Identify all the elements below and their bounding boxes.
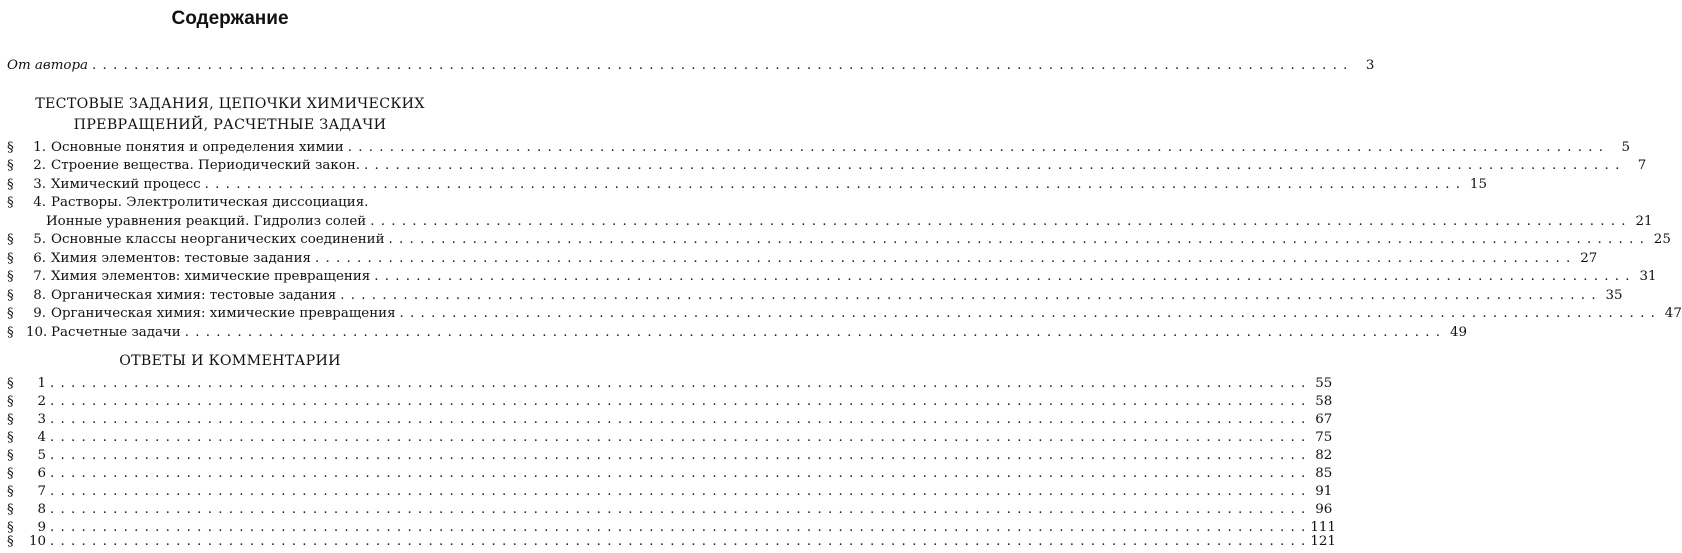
section-sign: § <box>7 394 14 409</box>
entry-label: От автора <box>7 58 89 73</box>
toc-entry[interactable] <box>7 251 1598 270</box>
toc-entry[interactable] <box>7 140 1631 159</box>
entry-label: Основные понятия и определения химии <box>51 140 344 155</box>
dot-leader: . . . . . . . . . . . . . . . . . . . . . . . . . . . . . . . . . . . . . . . . . . . . . . . . . . . . . . . . . . . . . . . . . . . . . . . . . . . . . . . . . . . . . . . . . . . . . . . . . . . . . . . . . . . . . . . . . . . . . . . . <box>314 251 1572 266</box>
entry-number: 8. <box>33 288 46 303</box>
entry-label: Органическая химия: тестовые задания <box>51 288 337 303</box>
entry-page: 47 <box>1664 306 1682 321</box>
entry-page: 91 <box>1315 484 1333 499</box>
toc-entry[interactable] <box>7 484 1333 503</box>
dot-leader: . . . . . . . . . . . . . . . . . . . . . . . . . . . . . . . . . . . . . . . . . . . . . . . . . . . . . . . . . . . . . . . . . . . . . . . . . . . . . . . . . . . . . . . . . . . . . . . . . . . . . . . . . . . . . . . . . . . . . . . . <box>184 325 1442 340</box>
entry-label: Ионные уравнения реакций. Гидролиз солей <box>46 214 367 229</box>
toc-entry[interactable] <box>7 394 1333 413</box>
entry-page: 75 <box>1315 430 1333 445</box>
section-sign: § <box>7 288 14 303</box>
entry-number: 2. <box>33 158 46 173</box>
section-sign: § <box>7 502 14 517</box>
toc-entry-preface[interactable] <box>7 58 1375 77</box>
dot-leader: . . . . . . . . . . . . . . . . . . . . . . . . . . . . . . . . . . . . . . . . . . . . . . . . . . . . . . . . . . . . . . . . . . . . . . . . . . . . . . . . . . . . . . . . . . . . . . . . . . . . . . . . . . . . . . . . . . . . . . . . <box>50 394 1307 409</box>
dot-leader: . . . . . . . . . . . . . . . . . . . . . . . . . . . . . . . . . . . . . . . . . . . . . . . . . . . . . . . . . . . . . . . . . . . . . . . . . . . . . . . . . . . . . . . . . . . . . . . . . . . . . . . . . . . . . . . . . . . . . . . . <box>50 448 1307 463</box>
toc-entry[interactable] <box>7 412 1333 431</box>
toc-entry[interactable] <box>7 430 1333 449</box>
entry-page: 35 <box>1605 288 1623 303</box>
section-sign: § <box>7 177 14 192</box>
toc-entry[interactable] <box>7 177 1487 196</box>
section-sign: § <box>7 412 14 427</box>
section-sign: § <box>7 520 14 535</box>
entry-number: 4. <box>33 195 46 210</box>
section-sign: § <box>7 232 14 247</box>
dot-leader: . . . . . . . . . . . . . . . . . . . . . . . . . . . . . . . . . . . . . . . . . . . . . . . . . . . . . . . . . . . . . . . . . . . . . . . . . . . . . . . . . . . . . . . . . . . . . . . . . . . . . . . . . . . . . . . . . . . . . . . . <box>374 269 1631 284</box>
page-title: Содержание <box>171 8 289 29</box>
entry-number: 9 <box>37 520 46 535</box>
entry-page: 67 <box>1315 412 1333 427</box>
section-sign: § <box>7 376 14 391</box>
section-sign: § <box>7 306 14 321</box>
toc-entry[interactable] <box>7 232 1671 251</box>
dot-leader: . . . . . . . . . . . . . . . . . . . . . . . . . . . . . . . . . . . . . . . . . . . . . . . . . . . . . . . . . . . . . . . . . . . . . . . . . . . . . . . . . . . . . . . . . . . . . . . . . . . . . . . . . . . . . . . . . . . . . . . . <box>50 412 1307 427</box>
entry-number: 9. <box>33 306 46 321</box>
dot-leader: . . . . . . . . . . . . . . . . . . . . . . . . . . . . . . . . . . . . . . . . . . . . . . . . . . . . . . . . . . . . . . . . . . . . . . . . . . . . . . . . . . . . . . . . . . . . . . . . . . . . . . . . . . . . . . . . . . . . . . . . <box>50 502 1307 517</box>
entry-number: 8 <box>37 502 46 517</box>
dot-leader: . . . . . . . . . . . . . . . . . . . . . . . . . . . . . . . . . . . . . . . . . . . . . . . . . . . . . . . . . . . . . . . . . . . . . . . . . . . . . . . . . . . . . . . . . . . . . . . . . . . . . . . . . . . . . . . . . . . . . . . . <box>399 306 1656 321</box>
toc-entry[interactable] <box>7 288 1623 307</box>
entry-number: 2 <box>37 394 46 409</box>
toc-entry-continuation[interactable] <box>46 214 1653 233</box>
entry-number: 1. <box>33 140 46 155</box>
dot-leader: . . . . . . . . . . . . . . . . . . . . . . . . . . . . . . . . . . . . . . . . . . . . . . . . . . . . . . . . . . . . . . . . . . . . . . . . . . . . . . . . . . . . . . . . . . . . . . . . . . . . . . . . . . . . . . . . . . . . . . . . <box>50 484 1307 499</box>
entry-label: Строение вещества. Периодический закон. <box>51 158 361 173</box>
dot-leader: . . . . . . . . . . . . . . . . . . . . . . . . . . . . . . . . . . . . . . . . . . . . . . . . . . . . . . . . . . . . . . . . . . . . . . . . . . . . . . . . . . . . . . . . . . . . . . . . . . . . . . . . . . . . . . . . . . . . . . . . <box>204 177 1461 192</box>
dot-leader: . . . . . . . . . . . . . . . . . . . . . . . . . . . . . . . . . . . . . . . . . . . . . . . . . . . . . . . . . . . . . . . . . . . . . . . . . . . . . . . . . . . . . . . . . . . . . . . . . . . . . . . . . . . . . . . . . . . . . . . . <box>364 158 1621 173</box>
entry-number: 3 <box>37 412 46 427</box>
entry-number: 5 <box>37 448 46 463</box>
entry-page: 82 <box>1315 448 1333 463</box>
section-sign: § <box>7 195 14 210</box>
section-heading-answers <box>0 351 460 372</box>
entry-page: 49 <box>1450 325 1468 340</box>
dot-leader: . . . . . . . . . . . . . . . . . . . . . . . . . . . . . . . . . . . . . . . . . . . . . . . . . . . . . . . . . . . . . . . . . . . . . . . . . . . . . . . . . . . . . . . . . . . . . . . . . . . . . . . . . . . . . . . . . . . . . . . . <box>388 232 1645 247</box>
section-sign: § <box>7 158 14 173</box>
dot-leader: . . . . . . . . . . . . . . . . . . . . . . . . . . . . . . . . . . . . . . . . . . . . . . . . . . . . . . . . . . . . . . . . . . . . . . . . . . . . . . . . . . . . . . . . . . . . . . . . . . . . . . . . . . . . . . . . . . . . . . . . <box>347 140 1605 155</box>
entry-number: 1 <box>37 376 46 391</box>
entry-number: 5. <box>33 232 46 247</box>
section-sign: § <box>7 140 14 155</box>
entry-label: Растворы. Электролитическая диссоциация. <box>51 195 369 210</box>
entry-page: 15 <box>1469 177 1487 192</box>
section-sign: § <box>7 484 14 499</box>
dot-leader: . . . . . . . . . . . . . . . . . . . . . . . . . . . . . . . . . . . . . . . . . . . . . . . . . . . . . . . . . . . . . . . . . . . . . . . . . . . . . . . . . . . . . . . . . . . . . . . . . . . . . . . . . . . . . . . . . . . . . . . . <box>50 430 1307 445</box>
toc-entry[interactable] <box>7 466 1333 485</box>
entry-number: 3. <box>33 177 46 192</box>
toc-entry[interactable] <box>7 376 1333 395</box>
heading-line: ПРЕВРАЩЕНИЙ, РАСЧЕТНЫЕ ЗАДАЧИ <box>73 117 387 133</box>
entry-label: Основные классы неорганических соединений <box>51 232 385 247</box>
toc-entry[interactable] <box>7 269 1657 288</box>
entry-number: 6 <box>37 466 46 481</box>
entry-label: Расчетные задачи <box>51 325 181 340</box>
dot-leader: . . . . . . . . . . . . . . . . . . . . . . . . . . . . . . . . . . . . . . . . . . . . . . . . . . . . . . . . . . . . . . . . . . . . . . . . . . . . . . . . . . . . . . . . . . . . . . . . . . . . . . . . . . . . . . . . . . . . . . . . <box>340 288 1597 303</box>
heading-line: ОТВЕТЫ И КОММЕНТАРИИ <box>119 353 341 369</box>
dot-leader: . . . . . . . . . . . . . . . . . . . . . . . . . . . . . . . . . . . . . . . . . . . . . . . . . . . . . . . . . . . . . . . . . . . . . . . . . . . . . . . . . . . . . . . . . . . . . . . . . . . . . . . . . . . . . . . . . . . . . . . . <box>50 376 1307 391</box>
entry-number: 6. <box>33 251 46 266</box>
toc-entry[interactable] <box>7 325 1468 344</box>
toc-entry[interactable] <box>7 195 456 214</box>
toc-entry[interactable] <box>7 158 1647 177</box>
entry-number: 10. <box>26 325 48 340</box>
section-sign: § <box>7 269 14 284</box>
section-sign: § <box>7 466 14 481</box>
toc-entry[interactable] <box>7 534 1336 553</box>
entry-page: 3 <box>1365 58 1375 73</box>
section-heading-tests <box>0 94 460 136</box>
dot-leader: . . . . . . . . . . . . . . . . . . . . . . . . . . . . . . . . . . . . . . . . . . . . . . . . . . . . . . . . . . . . . . . . . . . . . . . . . . . . . . . . . . . . . . . . . . . . . . . . . . . . . . . . . . . . . . . . . . . . . . . . <box>50 520 1307 535</box>
dot-leader: . . . . . . . . . . . . . . . . . . . . . . . . . . . . . . . . . . . . . . . . . . . . . . . . . . . . . . . . . . . . . . . . . . . . . . . . . . . . . . . . . . . . . . . . . . . . . . . . . . . . . . . . . . . . . . . . . . . . . . . . <box>370 214 1627 229</box>
entry-page: 55 <box>1315 376 1333 391</box>
entry-page: 121 <box>1310 534 1336 549</box>
dot-leader: . . . . . . . . . . . . . . . . . . . . . . . . . . . . . . . . . . . . . . . . . . . . . . . . . . . . . . . . . . . . . . . . . . . . . . . . . . . . . . . . . . . . . . . . . . . . . . . . . . . . . . . . . . . . . . . . . . . . . . . . <box>50 534 1307 549</box>
entry-page: 7 <box>1637 158 1647 173</box>
entry-number: 7 <box>37 484 46 499</box>
toc-entry[interactable] <box>7 448 1333 467</box>
toc-entry[interactable] <box>7 306 1682 325</box>
entry-number: 7. <box>33 269 46 284</box>
entry-page: 58 <box>1315 394 1333 409</box>
entry-label: Химический процесс <box>51 177 201 192</box>
entry-page: 31 <box>1639 269 1657 284</box>
section-sign: § <box>7 251 14 266</box>
entry-label: Химия элементов: химические превращения <box>51 269 371 284</box>
toc-entry[interactable] <box>7 502 1333 521</box>
dot-leader: . . . . . . . . . . . . . . . . . . . . . . . . . . . . . . . . . . . . . . . . . . . . . . . . . . . . . . . . . . . . . . . . . . . . . . . . . . . . . . . . . . . . . . . . . . . . . . . . . . . . . . . . . . . . . . . . . . . . . . . . <box>50 466 1307 481</box>
section-sign: § <box>7 325 14 340</box>
entry-number: 10 <box>28 534 46 549</box>
entry-number: 4 <box>37 430 46 445</box>
entry-page: 96 <box>1315 502 1333 517</box>
entry-page: 111 <box>1310 520 1336 535</box>
entry-page: 21 <box>1635 214 1653 229</box>
section-sign: § <box>7 430 14 445</box>
heading-line: ТЕСТОВЫЕ ЗАДАНИЯ, ЦЕПОЧКИ ХИМИЧЕСКИХ <box>35 96 425 112</box>
section-sign: § <box>7 534 14 549</box>
entry-page: 85 <box>1315 466 1333 481</box>
entry-page: 27 <box>1580 251 1598 266</box>
section-sign: § <box>7 448 14 463</box>
entry-label: Химия элементов: тестовые задания <box>51 251 311 266</box>
entry-label: Органическая химия: химические превращения <box>51 306 396 321</box>
dot-leader: . . . . . . . . . . . . . . . . . . . . . . . . . . . . . . . . . . . . . . . . . . . . . . . . . . . . . . . . . . . . . . . . . . . . . . . . . . . . . . . . . . . . . . . . . . . . . . . . . . . . . . . . . . . . . . . . . . . . . . . . <box>92 58 1349 73</box>
entry-page: 25 <box>1653 232 1671 247</box>
entry-page: 5 <box>1621 140 1631 155</box>
